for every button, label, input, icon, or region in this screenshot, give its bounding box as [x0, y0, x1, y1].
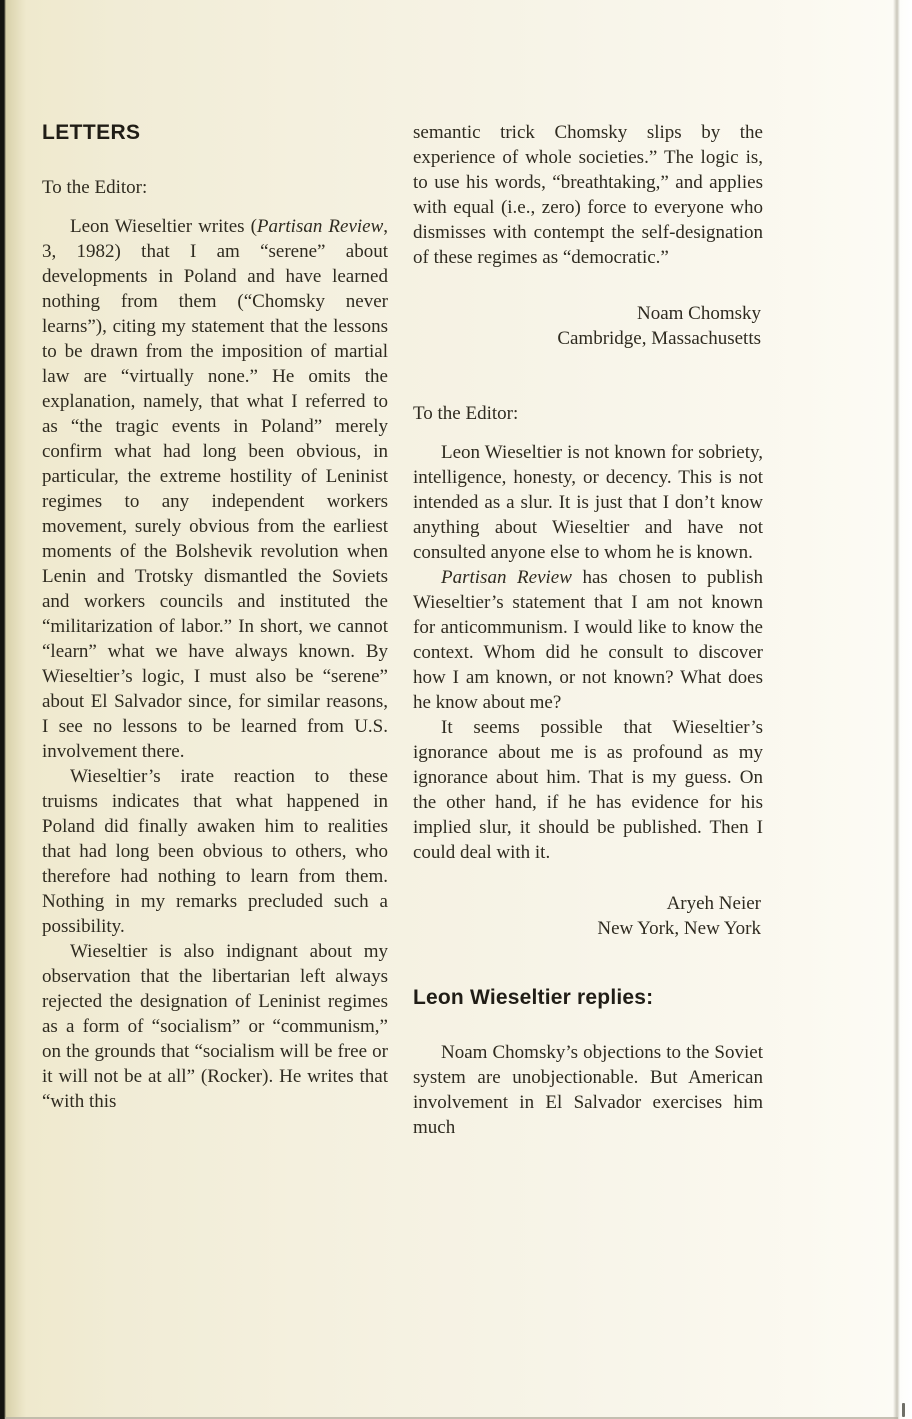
reply-paragraph-1: Noam Chomsky’s objections to the Soviet system are unobjectionable. But American involvement in El Salvador exercises him much — [413, 1042, 763, 1138]
letter1-salutation: To the Editor: — [42, 177, 148, 198]
scan-artifact-mark — [902, 1403, 905, 1417]
letter1-paragraph-1 — [42, 214, 388, 764]
replies-heading: Leon Wieseltier replies: — [413, 986, 654, 1009]
letter1-paragraph-2: Wieseltier’s irate reaction to these truisms indicates that what happened in Poland did finally awaken him to realities that had long been obvious to others, who therefore had nothing to learn from them. Nothing in my remarks precluded such a possibility. — [42, 766, 388, 937]
partisan-review-citation: Partisan Review — [441, 567, 572, 588]
left-column — [42, 120, 388, 1114]
letter2-paragraph-1: Leon Wieseltier is not known for sobriety, intelligence, honesty, or decency. This is not intended as a slur. It is just that I don’t know anything about Wieseltier and have not consulted anyone else to whom he is known. — [413, 442, 763, 563]
partisan-review-citation: Partisan Review — [256, 216, 384, 237]
signature-name: Noam Chomsky — [636, 303, 761, 324]
letter2-signature — [413, 891, 761, 941]
signature-place: New York, New York — [597, 918, 761, 939]
letter1-paragraph-3: Wieseltier is also indignant about my observation that the libertarian left always rejected the designation of Leninist regimes as a form of “socialism” or “communism,” on the grounds that “socialism will be free or it will not be at all” (Rocker). He writes that “with this — [42, 941, 388, 1112]
signature-place: Cambridge, Massachusetts — [557, 328, 761, 349]
text-run: , 3, 1982) that I am “serene” about developments in Poland and have learned nothing from them (“Chomsky never learns”), citing my statement that the lessons to be drawn from the imposition of martial law are “virtually none.” He omits the explanation, namely, that what I referred to as “the tragic events in Poland” merely confirm what had long been obvious, in particular, the extreme hostility of Leninist regimes to any independent workers movement, surely obvious from the earliest moments of the Bolshevik revolution when Lenin and Trotsky dismantled the Soviets and workers councils and instituted the “militarization of labor.” In short, we cannot “learn” what we have always known. By Wieseltier’s logic, I must also be “serene” about El Salvador since, for similar reasons, I see no lessons to be learned from U.S. involvement there. — [42, 216, 389, 762]
letter2-salutation: To the Editor: — [413, 403, 519, 424]
letter1-signature — [413, 301, 761, 351]
text-run: has chosen to publish Wieseltier’s statement that I am not known for anticommunism. I would like to know the context. Whom did he consult to discover how I am known, or not known? What does he know about me? — [413, 567, 763, 713]
letter1-paragraph-3-continued: semantic trick Chomsky slips by the experience of whole societies.” The logic is, to use his words, “breathtaking,” and applies with equal (i.e., zero) force to everyone who dismisses with contempt the self-designation of these regimes as “democratic.” — [413, 122, 763, 268]
letter2-paragraph-2 — [413, 565, 763, 715]
text-run: Leon Wieseltier writes ( — [70, 216, 257, 237]
right-column — [413, 120, 763, 1140]
letter2-paragraph-3: It seems possible that Wieseltier’s ignorance about me is as profound as my ignorance about him. That is my guess. On the other hand, if he has evidence for his implied slur, it should be published. Then I could deal with it. — [413, 717, 763, 863]
letters-heading: LETTERS — [42, 121, 141, 144]
signature-name: Aryeh Neier — [666, 893, 761, 914]
